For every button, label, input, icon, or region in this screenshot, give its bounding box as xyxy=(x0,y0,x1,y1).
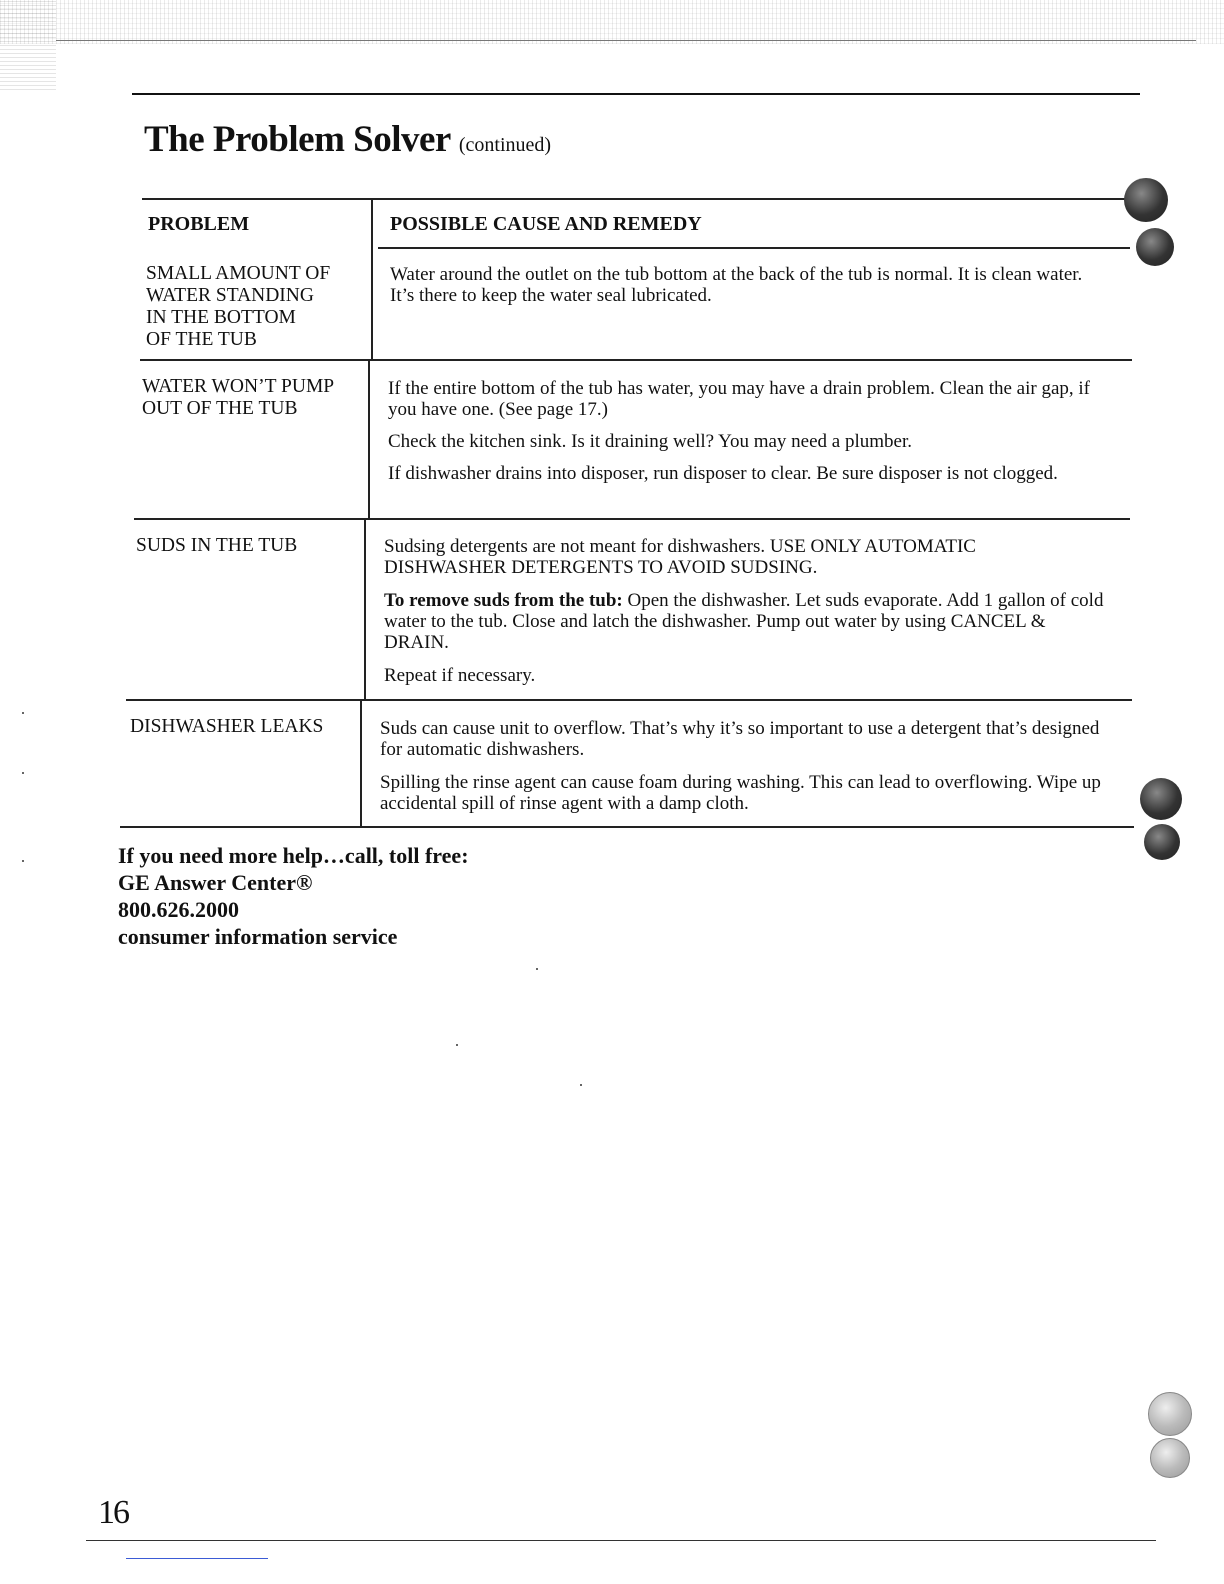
header-problem: PROBLEM xyxy=(148,213,250,235)
table-bottom-rule xyxy=(120,826,1134,828)
page-title xyxy=(144,118,551,161)
header-rule xyxy=(132,93,1140,95)
help-line-service: consumer information service xyxy=(118,924,398,949)
scan-speck xyxy=(22,712,24,714)
title-continued: (continued) xyxy=(458,134,552,156)
remedy-text: Suds can cause unit to overflow. That’s why it’s so important to use a detergent that’s designed for automatic dishwashers. xyxy=(380,718,1100,760)
scan-edge-line xyxy=(56,40,1196,41)
section-tab-dot-icon xyxy=(1144,824,1180,860)
row-divider-1 xyxy=(140,359,1132,361)
column-rule-3 xyxy=(364,519,366,699)
column-rule-2 xyxy=(368,360,370,518)
footer-blue-rule xyxy=(126,1558,268,1559)
remedy-text: Check the kitchen sink. Is it draining well? You may need a plumber. xyxy=(388,431,912,452)
scan-speck xyxy=(536,968,538,970)
row-divider-3 xyxy=(126,699,1132,701)
remedy-text: Water around the outlet on the tub bottom at the back of the tub is normal. It is clean water. It’s there to keep the water seal lubricated. xyxy=(390,264,1083,306)
remedy-text: Spilling the rinse agent can cause foam during washing. This can lead to overflowing. Wipe up accidental spill of rinse agent with a damp cloth. xyxy=(380,772,1101,814)
remedy-text: Repeat if necessary. xyxy=(384,665,536,686)
header-remedy: POSSIBLE CAUSE AND REMEDY xyxy=(390,213,702,235)
remedy-lead-in: To remove suds from the tub: xyxy=(384,590,623,611)
problem-cell: DISHWASHER LEAKS xyxy=(130,716,324,737)
scan-speck xyxy=(22,860,24,862)
help-line-center: GE Answer Center® xyxy=(118,870,313,895)
remedy-text: If dishwasher drains into disposer, run disposer to clear. Be sure disposer is not clogged. xyxy=(388,463,1058,484)
footer-rule xyxy=(86,1540,1156,1541)
problem-cell: SUDS IN THE TUB xyxy=(136,535,298,556)
header-bottom-rule xyxy=(378,247,1130,249)
problem-cell: SMALL AMOUNT OF WATER STANDING IN THE BOTTOM OF THE TUB xyxy=(146,263,331,350)
problem-cell: WATER WON’T PUMP OUT OF THE TUB xyxy=(142,376,335,419)
help-line-phone: 800.626.2000 xyxy=(118,897,239,922)
title-main: The Problem Solver xyxy=(144,119,451,160)
section-tab-dot-icon xyxy=(1136,228,1174,266)
scan-noise-corner xyxy=(0,0,56,90)
scan-speck xyxy=(580,1084,582,1086)
column-rule-1 xyxy=(371,199,373,359)
section-tab-dot-icon xyxy=(1124,178,1168,222)
column-rule-4 xyxy=(360,700,362,826)
remedy-body: Open the dishwasher. Let suds evaporate. Add 1 gallon of cold water to the tub. Close and latch the dishwasher. Pump out water by using CANCEL & DRAIN. xyxy=(384,590,1104,653)
scan-noise-top xyxy=(0,0,1224,44)
help-contact-block xyxy=(118,842,469,950)
section-tab-dot-icon xyxy=(1150,1438,1190,1478)
row-divider-2 xyxy=(134,518,1130,520)
help-line-call: If you need more help…call, toll free: xyxy=(118,843,469,868)
section-tab-dot-icon xyxy=(1148,1392,1192,1436)
scan-speck xyxy=(456,1044,458,1046)
table-top-rule xyxy=(142,198,1134,200)
remedy-text: If the entire bottom of the tub has water, you may have a drain problem. Clean the air gap, if you have one. (See page 17.) xyxy=(388,378,1091,420)
remedy-text: Sudsing detergents are not meant for dishwashers. USE ONLY AUTOMATIC DISHWASHER DETERGENTS TO AVOID SUDSING. xyxy=(384,536,976,578)
section-tab-dot-icon xyxy=(1140,778,1182,820)
page-number: 16 xyxy=(98,1494,128,1531)
scan-speck xyxy=(22,772,24,774)
remedy-text-suds xyxy=(384,590,1114,653)
